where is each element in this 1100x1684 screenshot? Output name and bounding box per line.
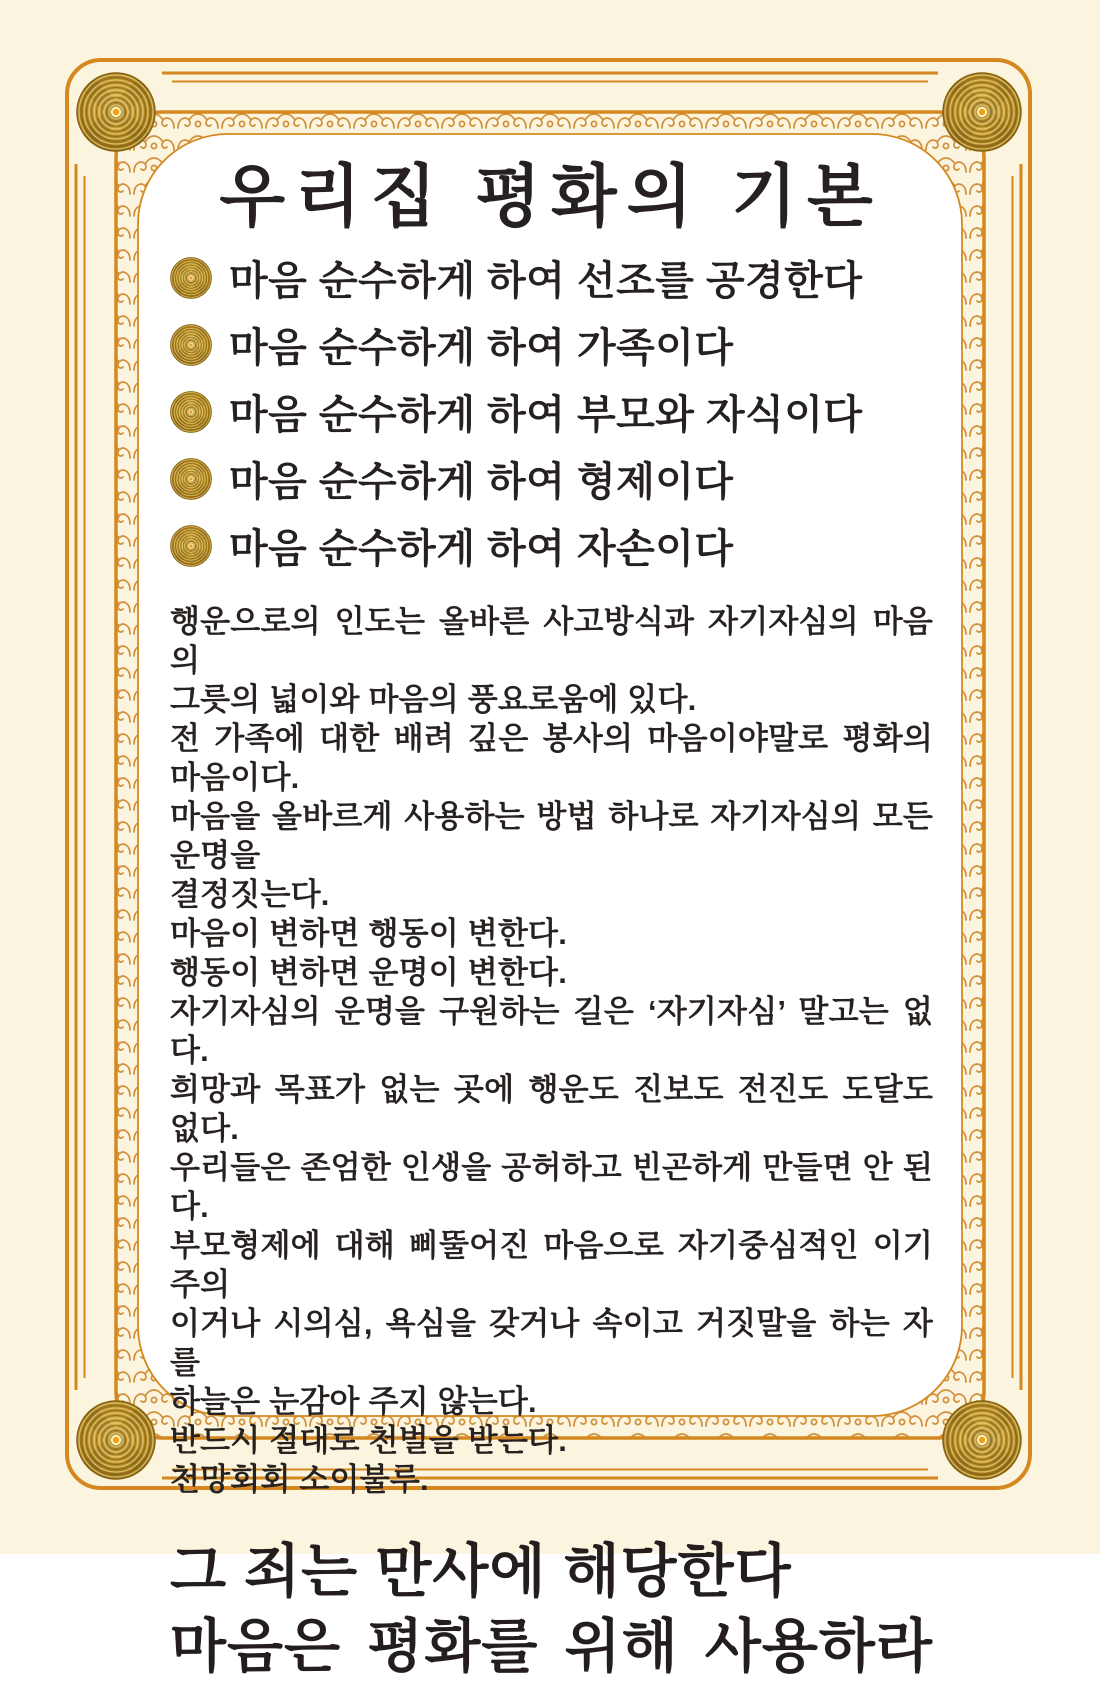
body-line: 우리들은 존엄한 인생을 공허하고 빈곤하게 만들면 안 된다. xyxy=(170,1150,933,1224)
body-line: 마음을 올바르게 사용하는 방법 하나로 자기자심의 모든 운명을 xyxy=(170,799,933,873)
gold-coil-icon xyxy=(170,257,212,299)
body-line: 전 가족에 대한 배려 깊은 봉사의 마음이야말로 평화의 마음이다. xyxy=(170,721,933,795)
list-item xyxy=(139,445,963,512)
body-line: 이거나 시의심, 욕심을 갖거나 속이고 거짓말을 하는 자를 xyxy=(170,1306,933,1380)
gold-coil-icon xyxy=(170,525,212,567)
list-item xyxy=(139,244,963,311)
closing-line: 마음은 평화를 위해 사용하라 xyxy=(170,1614,933,1679)
list-item xyxy=(139,311,963,378)
poster-content xyxy=(139,134,963,1679)
gold-coil-icon xyxy=(170,458,212,500)
gold-coil-icon xyxy=(170,324,212,366)
list-item xyxy=(139,378,963,445)
list-item xyxy=(139,512,963,579)
body-line: 자기자심의 운명을 구원하는 길은 ‘자기자심’ 말고는 없다. xyxy=(170,994,933,1068)
closing-lines xyxy=(170,1534,933,1684)
page-title: 우리집 평화의 기본 xyxy=(219,159,883,235)
principle-label: 마음 순수하게 하여 가족이다 xyxy=(229,326,734,370)
principle-label: 마음 순수하게 하여 자손이다 xyxy=(229,527,734,571)
body-line: 천망회회 소이불루. xyxy=(170,1462,429,1497)
principle-label: 마음 순수하게 하여 선조를 공경한다 xyxy=(229,259,863,303)
body-line: 행운으로의 인도는 올바른 사고방식과 자기자심의 마음의 xyxy=(170,604,933,678)
closing-line: 그 죄는 만사에 해당한다 xyxy=(170,1539,792,1604)
body-line: 반드시 절대로 천벌을 받는다. xyxy=(170,1423,568,1458)
body-text xyxy=(170,602,933,1499)
gold-coil-icon xyxy=(170,391,212,433)
principle-label: 마음 순수하게 하여 형제이다 xyxy=(229,460,734,504)
body-line: 행동이 변하면 운명이 변한다. xyxy=(170,955,568,990)
body-line: 그릇의 넓이와 마음의 풍요로움에 있다. xyxy=(170,682,697,717)
body-line: 부모형제에 대해 삐뚤어진 마음으로 자기중심적인 이기주의 xyxy=(170,1228,933,1302)
body-line: 결정짓는다. xyxy=(170,877,330,912)
principles-list xyxy=(139,244,963,579)
principle-label: 마음 순수하게 하여 부모와 자식이다 xyxy=(229,393,863,437)
body-line: 하늘은 눈감아 주지 않는다. xyxy=(170,1384,537,1419)
body-line: 마음이 변하면 행동이 변한다. xyxy=(170,916,568,951)
body-line: 희망과 목표가 없는 곳에 행운도 진보도 전진도 도달도 없다. xyxy=(170,1072,933,1146)
